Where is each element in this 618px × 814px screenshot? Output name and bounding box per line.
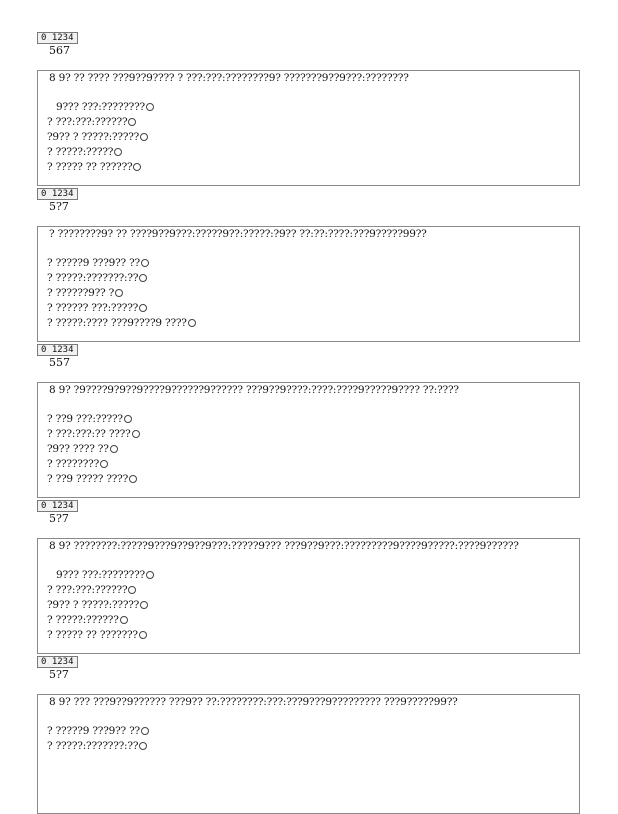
radio-button[interactable] xyxy=(128,586,136,594)
question-box xyxy=(37,382,580,498)
option-label: ? ?????:????? xyxy=(47,146,114,158)
option-row[interactable] xyxy=(47,443,118,455)
radio-button[interactable] xyxy=(139,274,147,282)
option-row[interactable] xyxy=(47,116,136,128)
question-number: 5?7 xyxy=(49,668,69,681)
option-row[interactable] xyxy=(47,428,140,440)
option-row[interactable] xyxy=(47,317,196,329)
option-row[interactable] xyxy=(47,161,141,173)
radio-button[interactable] xyxy=(140,133,148,141)
option-row[interactable] xyxy=(47,725,149,737)
option-label: ? ???:???:?????? xyxy=(47,116,128,128)
question-tag-button[interactable]: 0 1234 xyxy=(37,344,78,356)
option-label: ? ???:???:?????? xyxy=(47,584,128,596)
option-label: ?9?? ? ?????:????? xyxy=(47,599,140,611)
question-number: 5?7 xyxy=(49,512,69,525)
question-tag-button[interactable]: 0 1234 xyxy=(37,500,78,512)
question-block-3 xyxy=(37,342,581,498)
question-text: ? ????????9? ?? ????9??9???:?????9??:?????:?9?? ??:??:????:???9?????99?? xyxy=(49,228,427,240)
question-box xyxy=(37,226,580,342)
option-row[interactable] xyxy=(47,599,148,611)
option-label: 9??? ???:???????? xyxy=(56,101,145,113)
question-number: 5?7 xyxy=(49,200,69,213)
option-row[interactable] xyxy=(56,101,154,113)
radio-button[interactable] xyxy=(139,631,147,639)
option-row[interactable] xyxy=(47,257,149,269)
question-block-4 xyxy=(37,498,581,654)
radio-button[interactable] xyxy=(124,415,132,423)
option-row[interactable] xyxy=(47,740,147,752)
question-box xyxy=(37,70,580,186)
radio-button[interactable] xyxy=(110,445,118,453)
radio-button[interactable] xyxy=(133,163,141,171)
question-number: 557 xyxy=(49,356,70,369)
question-text: 8 9? ?? ???? ???9??9???? ? ???:???:????????9? ???????9??9???:???????? xyxy=(49,72,409,84)
option-label: ? ?????:???????:?? xyxy=(47,272,139,284)
question-tag-button[interactable]: 0 1234 xyxy=(37,32,78,44)
radio-button[interactable] xyxy=(146,571,154,579)
option-row[interactable] xyxy=(47,146,122,158)
radio-button[interactable] xyxy=(128,118,136,126)
radio-button[interactable] xyxy=(114,148,122,156)
question-text: 8 9? ?9????9?9??9????9??????9?????? ???9??9????:????:????9?????9???? ??:???? xyxy=(49,384,459,396)
option-row[interactable] xyxy=(47,629,147,641)
option-label: ?9?? ? ?????:????? xyxy=(47,131,140,143)
option-row[interactable] xyxy=(47,473,137,485)
question-block-1 xyxy=(37,30,581,186)
radio-button[interactable] xyxy=(129,475,137,483)
option-label: ? ??9 ???:????? xyxy=(47,413,123,425)
option-label: ? ????? ?? ?????? xyxy=(47,161,133,173)
question-block-2 xyxy=(37,186,581,342)
option-label: ? ??9 ????? ???? xyxy=(47,473,129,485)
option-label: ? ?????:?????? xyxy=(47,614,119,626)
radio-button[interactable] xyxy=(139,304,147,312)
radio-button[interactable] xyxy=(115,289,123,297)
radio-button[interactable] xyxy=(141,259,149,267)
option-label: ? ???:???:?? ???? xyxy=(47,428,131,440)
question-box xyxy=(37,694,580,814)
question-box xyxy=(37,538,580,654)
radio-button[interactable] xyxy=(140,601,148,609)
radio-button[interactable] xyxy=(141,727,149,735)
option-label: ? ???????? xyxy=(47,458,100,470)
option-row[interactable] xyxy=(47,584,136,596)
option-row[interactable] xyxy=(56,569,154,581)
question-text: 8 9? ????????:?????9???9??9??9???:?????9??? ???9??9???:?????????9????9?????:????9?????? xyxy=(49,540,519,552)
option-label: ? ?????:???????:?? xyxy=(47,740,139,752)
radio-button[interactable] xyxy=(139,742,147,750)
option-label: ? ??????9?? ? xyxy=(47,287,115,299)
question-tag-button[interactable]: 0 1234 xyxy=(37,656,78,668)
question-block-5 xyxy=(37,654,581,800)
question-number: 567 xyxy=(49,44,70,57)
radio-button[interactable] xyxy=(188,319,196,327)
option-row[interactable] xyxy=(47,287,123,299)
option-label: ? ????? ?? ??????? xyxy=(47,629,138,641)
option-row[interactable] xyxy=(47,272,147,284)
option-label: ? ?????9 ???9?? ?? xyxy=(47,725,140,737)
radio-button[interactable] xyxy=(100,460,108,468)
radio-button[interactable] xyxy=(132,430,140,438)
radio-button[interactable] xyxy=(146,103,154,111)
radio-button[interactable] xyxy=(120,616,128,624)
option-label: 9??? ???:???????? xyxy=(56,569,145,581)
option-row[interactable] xyxy=(47,458,108,470)
option-label: ? ?????:???? ???9????9 ???? xyxy=(47,317,187,329)
question-text: 8 9? ??? ???9??9?????? ???9?? ??:????????:???:???9???9????????? ???9?????99?? xyxy=(49,696,458,708)
option-row[interactable] xyxy=(47,302,147,314)
option-label: ? ?????? ???:????? xyxy=(47,302,139,314)
option-row[interactable] xyxy=(47,614,128,626)
option-label: ?9?? ???? ?? xyxy=(47,443,109,455)
option-row[interactable] xyxy=(47,131,148,143)
option-row[interactable] xyxy=(47,413,132,425)
question-tag-button[interactable]: 0 1234 xyxy=(37,188,78,200)
option-label: ? ?????9 ???9?? ?? xyxy=(47,257,140,269)
